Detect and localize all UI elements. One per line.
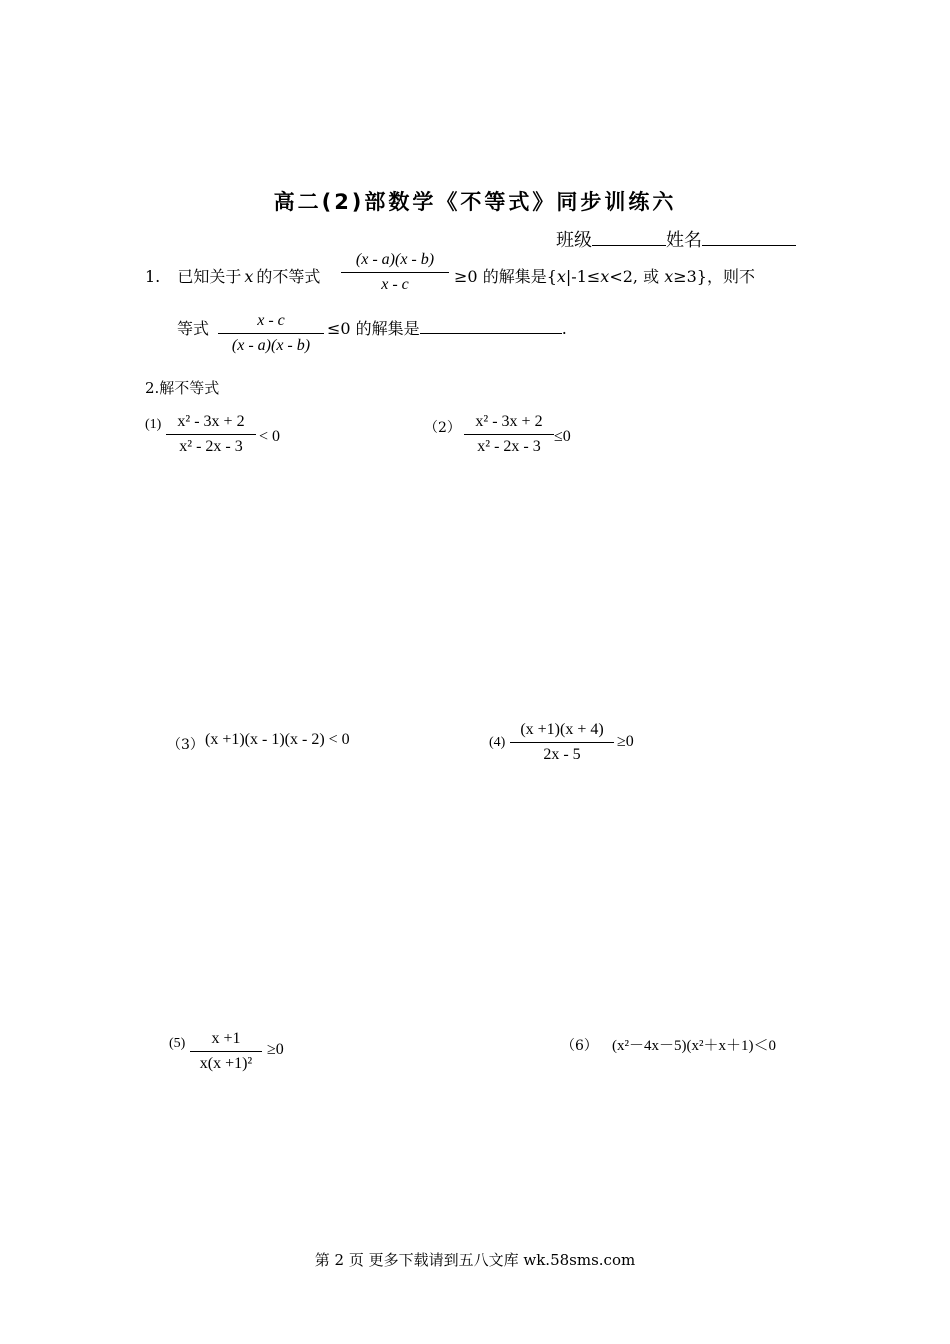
problem-6-expression: (x²－4x－5)(x²＋x＋1)＜0 [612, 1038, 776, 1054]
class-blank[interactable] [592, 244, 666, 246]
fraction-denominator: x(x +1)² [199, 1055, 253, 1072]
fraction-denominator: 2x - 5 [543, 746, 581, 763]
problem-4-relation: ≥0 [617, 733, 634, 750]
question-1-line-2-suffix [327, 316, 567, 339]
set-var-x: x [556, 267, 566, 286]
fraction-numerator: (x +1)(x + 4) [520, 721, 604, 738]
problem-4-label: (4) [489, 735, 506, 750]
problem-3-label: （3） [167, 737, 204, 753]
question-1-fraction-1 [341, 251, 449, 294]
fraction-bar [464, 434, 554, 435]
set-mid-2: <2, 或 [609, 267, 660, 286]
set-end: ≥3}，则不 [673, 267, 755, 286]
question-1-solution-set [454, 264, 755, 287]
problem-5-label: (5) [169, 1036, 186, 1051]
fraction-bar [510, 742, 614, 743]
ge-zero: ≥0 [454, 267, 478, 286]
set-var-x-3: x [664, 267, 674, 286]
fraction-numerator: x +1 [211, 1030, 241, 1047]
problem-3-expression: (x +1)(x - 1)(x - 2) < 0 [205, 731, 350, 748]
problem-6-label: （6） [561, 1038, 598, 1054]
fraction-denominator: x² - 2x - 3 [477, 438, 541, 455]
question-1-fraction-2 [218, 312, 324, 355]
set-var-x-2: x [600, 267, 610, 286]
fraction-numerator: x² - 3x + 2 [475, 413, 543, 430]
fraction-denominator: x - c [381, 276, 409, 293]
solution-prefix: 的解集是{ [482, 267, 557, 286]
fraction-numerator: (x - a)(x - b) [355, 251, 435, 268]
fraction-numerator: x - c [257, 312, 285, 329]
class-label: 班级 [556, 230, 592, 251]
class-name-fields [556, 226, 796, 252]
problem-2-label: （2） [424, 420, 461, 436]
page-title: 高二(2)部数学《不等式》同步训练六 [273, 190, 677, 214]
fraction-bar [166, 434, 256, 435]
problem-2-fraction [464, 413, 554, 456]
answer-blank[interactable] [420, 332, 562, 334]
question-2-heading: 2.解不等式 [145, 379, 220, 397]
question-1-line-2-prefix: 等式 [177, 319, 210, 338]
name-blank[interactable] [702, 244, 796, 246]
problem-4-fraction [510, 721, 614, 764]
fraction-denominator: (x - a)(x - b) [231, 337, 311, 354]
page-footer: 第 2 页 更多下载请到五八文库 wk.58sms.com [314, 1251, 636, 1269]
problem-1-fraction [166, 413, 256, 456]
fraction-bar [341, 272, 449, 273]
name-label: 姓名 [666, 230, 702, 251]
problem-5-relation: ≥0 [267, 1041, 284, 1058]
fraction-denominator: x² - 2x - 3 [179, 438, 243, 455]
fraction-bar [190, 1051, 262, 1052]
question-1-intro: 已知关于 [177, 267, 242, 286]
le-zero-solution-text: ≤0 的解集是 [327, 319, 420, 338]
end-period: . [561, 319, 567, 338]
set-mid: |-1≤ [565, 267, 601, 286]
question-1-line-1 [145, 264, 320, 287]
question-1-text: 的不等式 [256, 267, 321, 286]
question-1-number: 1. [145, 267, 161, 286]
fraction-bar [218, 333, 324, 334]
problem-2-relation: ≤0 [554, 428, 571, 445]
problem-1-relation: < 0 [259, 428, 281, 445]
problem-5-fraction [190, 1030, 262, 1073]
problem-1-label: (1) [145, 417, 162, 432]
var-x: x [244, 267, 254, 286]
fraction-numerator: x² - 3x + 2 [177, 413, 245, 430]
